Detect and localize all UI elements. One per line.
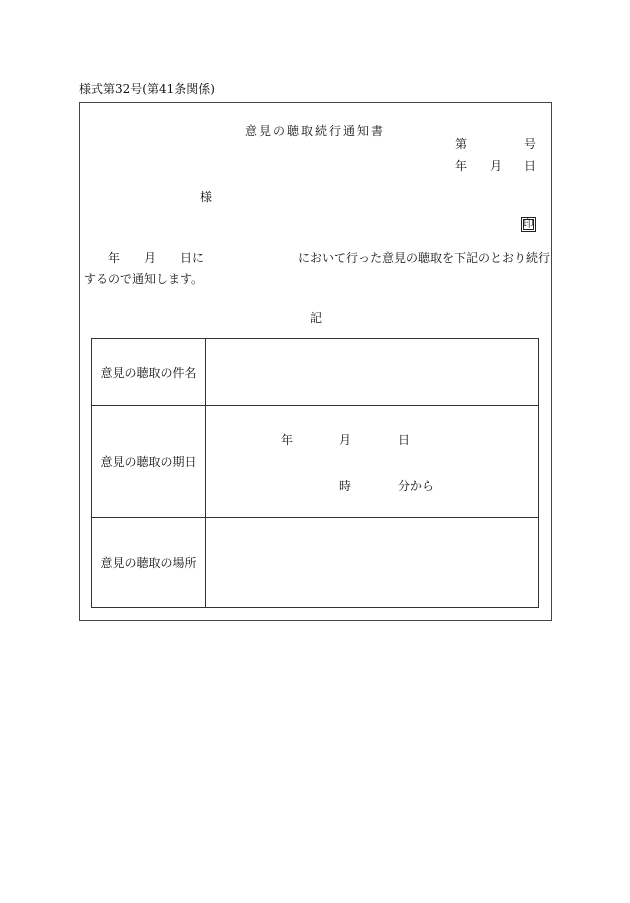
hearing-day: 日: [398, 433, 411, 447]
table-row-place: [92, 518, 539, 608]
seal-stamp: 印: [521, 217, 536, 232]
place-label: 意見の聴取の場所: [92, 518, 206, 608]
details-table: [91, 338, 539, 608]
issue-date-month: 月: [490, 159, 503, 173]
form-number-label: 様式第32号(第41条関係): [79, 82, 215, 96]
ref-dai: 第: [455, 137, 468, 151]
subject-label: 意見の聴取の件名: [92, 339, 206, 406]
issue-date-day: 日: [524, 159, 537, 173]
datetime-value-cell: [206, 406, 539, 518]
body-year: 年: [108, 251, 121, 265]
document-title: 意見の聴取続行通知書: [244, 124, 385, 138]
hearing-hour: 時: [339, 479, 352, 493]
ki-heading: 記: [310, 311, 323, 325]
body-month: 月: [144, 251, 157, 265]
table-row-datetime: [92, 406, 539, 518]
hearing-minute: 分から: [398, 479, 435, 493]
subject-value-cell: [206, 339, 539, 406]
hearing-month: 月: [339, 433, 352, 447]
issue-date-year: 年: [455, 159, 468, 173]
body-text-line1: において行った意見の聴取を下記のとおり続行: [298, 251, 551, 265]
datetime-label: 意見の聴取の期日: [92, 406, 206, 518]
hearing-year: 年: [281, 433, 294, 447]
body-day: 日に: [180, 251, 205, 265]
table-row-subject: [92, 339, 539, 406]
addressee-sama: 様: [200, 190, 213, 204]
place-value-cell: [206, 518, 539, 608]
body-text-line2: するので通知します。: [84, 272, 204, 286]
ref-go: 号: [524, 137, 537, 151]
